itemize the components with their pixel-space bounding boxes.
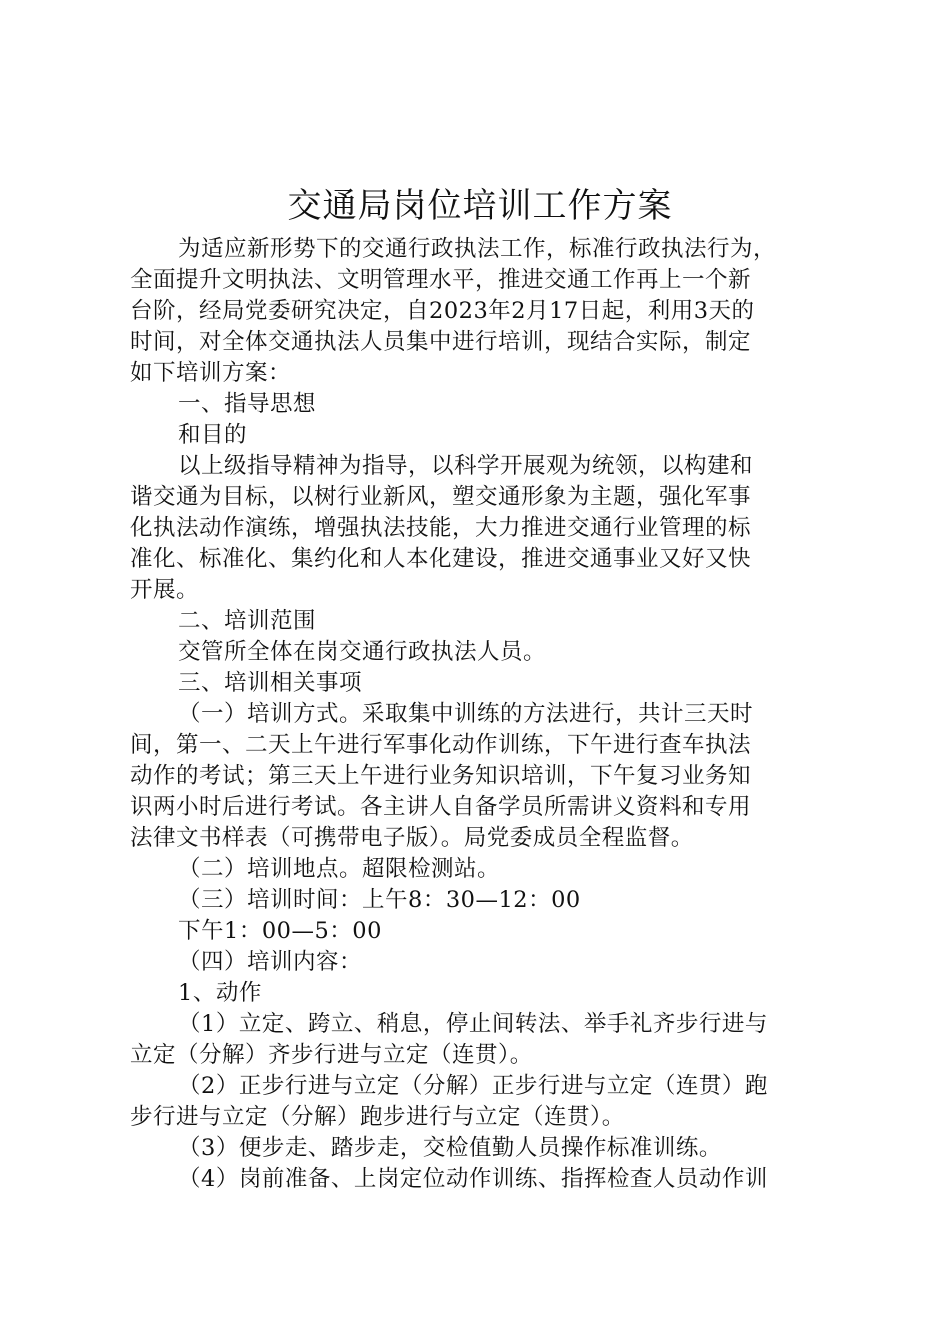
text-line: 准化、标准化、集约化和人本化建设，推进交通事业又好又快 bbox=[130, 546, 752, 572]
text-line: （四）培训内容： bbox=[178, 949, 363, 975]
text-line: 三、培训相关事项 bbox=[178, 670, 363, 696]
text-line: （3）便步走、踏步走，交检值勤人员操作标准训练。 bbox=[178, 1135, 722, 1161]
text-line: （1）立定、跨立、稍息，停止间转法、举手礼齐步行进与 bbox=[178, 1011, 768, 1037]
text-line: 间，第一、二天上午进行军事化动作训练，下午进行查车执法 bbox=[130, 732, 752, 758]
text-line: （二）培训地点。超限检测站。 bbox=[178, 856, 501, 882]
document-page bbox=[130, 180, 830, 1195]
document-title: 交通局岗位培训工作方案 bbox=[287, 186, 673, 226]
text-line: （2）正步行进与立定（分解）正步行进与立定（连贯）跑 bbox=[178, 1073, 768, 1099]
text-line: 下午1：00—5：00 bbox=[178, 918, 382, 944]
text-line: 以上级指导精神为指导，以科学开展观为统领，以构建和 bbox=[178, 453, 754, 479]
text-line: （三）培训时间：上午8：30—12：00 bbox=[178, 887, 581, 913]
text-line: 二、培训范围 bbox=[178, 608, 317, 634]
text-line: 为适应新形势下的交通行政执法工作，标准行政执法行为， bbox=[178, 236, 777, 262]
text-line: 识两小时后进行考试。各主讲人自备学员所需讲义资料和专用 bbox=[130, 794, 752, 820]
text-line: 开展。 bbox=[130, 577, 200, 603]
text-line: 全面提升文明执法、文明管理水平，推进交通工作再上一个新 bbox=[130, 267, 752, 293]
text-line: 如下培训方案： bbox=[130, 360, 292, 386]
text-line: 法律文书样表（可携带电子版）。局党委成员全程监督。 bbox=[130, 825, 694, 851]
text-line: 动作的考试；第三天上午进行业务知识培训，下午复习业务知 bbox=[130, 763, 752, 789]
text-line: （一）培训方式。采取集中训练的方法进行，共计三天时 bbox=[178, 701, 754, 727]
text-line: 一、指导思想 bbox=[178, 391, 317, 417]
text-line: 台阶，经局党委研究决定，自2023年2月17日起，利用3天的 bbox=[130, 298, 755, 324]
text-line: 交管所全体在岗交通行政执法人员。 bbox=[178, 639, 547, 665]
text-line: 谐交通为目标，以树行业新风，塑交通形象为主题，强化军事 bbox=[130, 484, 752, 510]
document-body bbox=[130, 234, 830, 1195]
text-line: 化执法动作演练，增强执法技能，大力推进交通行业管理的标 bbox=[130, 515, 752, 541]
text-line: （4）岗前准备、上岗定位动作训练、指挥检查人员动作训 bbox=[178, 1166, 768, 1192]
text-line: 时间，对全体交通执法人员集中进行培训，现结合实际，制定 bbox=[130, 329, 752, 355]
text-line: 和目的 bbox=[178, 422, 248, 448]
text-line: 立定（分解）齐步行进与立定（连贯）。 bbox=[130, 1042, 533, 1068]
text-line: 1、动作 bbox=[178, 980, 262, 1006]
text-line: 步行进与立定（分解）跑步进行与立定（连贯）。 bbox=[130, 1104, 625, 1130]
